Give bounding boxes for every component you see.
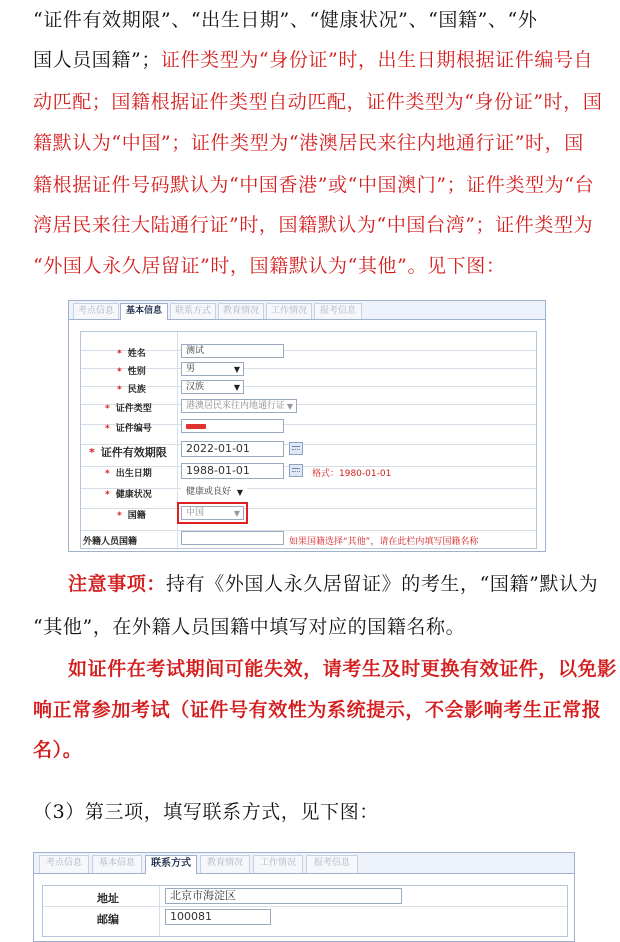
para1-line6: 湾居民来往大陆通行证”时，国籍默认为“中国台湾”；证件类型为 [33, 214, 594, 236]
postcode-input[interactable]: 100081 [165, 909, 271, 925]
calendar-icon[interactable] [289, 442, 303, 455]
tab-basic-info[interactable]: 基本信息 [92, 855, 142, 873]
foreign-nationality-input[interactable] [181, 531, 284, 545]
tab-education[interactable]: 教育情况 [200, 855, 250, 873]
para1-line7: “外国人永久居留证”时，国籍默认为“其他”。见下图： [33, 255, 506, 277]
para1-line2-red: 证件类型为“身份证”时，出生日期根据证件编号自 [160, 49, 594, 71]
para1-line2-black: 国人员国籍”； [33, 49, 161, 71]
ethnicity-label: * 民族 [117, 385, 146, 395]
note-line2: “其他”，在外籍人员国籍中填写对应的国籍名称。 [33, 616, 466, 638]
nationality-label: * 国籍 [117, 511, 146, 521]
para1-line5: 籍根据证件号码默认为“中国香港”或“中国澳门”；证件类型为“台 [33, 174, 595, 196]
health-select[interactable]: 健康或良好 ▼ [181, 485, 247, 499]
chevron-down-icon: ▼ [286, 402, 293, 411]
nationality-select[interactable]: 中国 ▼ [181, 506, 244, 520]
gender-select[interactable]: 男 ▼ [181, 362, 244, 376]
chevron-down-icon: ▼ [233, 365, 240, 374]
contact-form [33, 852, 575, 942]
note-line1 [68, 572, 598, 596]
chevron-down-icon: ▼ [236, 488, 243, 497]
tab-education[interactable]: 教育情况 [218, 303, 264, 319]
form1-grid [80, 331, 537, 549]
chevron-down-icon: ▼ [233, 509, 240, 518]
form1-tab-bar [69, 301, 545, 320]
id-expiry-input[interactable]: 2022-01-01 [181, 441, 284, 457]
tab-contact[interactable]: 联系方式 [170, 303, 216, 319]
para1-line3: 动匹配；国籍根据证件类型自动匹配，证件类型为“身份证”时，国 [33, 91, 603, 113]
tab-exam-site[interactable]: 考点信息 [73, 303, 119, 319]
health-label: * 健康状况 [105, 490, 152, 500]
tab-work[interactable]: 工作情况 [266, 303, 312, 319]
calendar-icon[interactable] [289, 464, 303, 477]
redacted-id-number [186, 424, 206, 429]
note-label: 注意事项： [68, 573, 167, 595]
basic-info-form [68, 300, 546, 552]
postcode-label: 邮编 [97, 913, 119, 926]
foreign-nationality-hint: 如果国籍选择“其他”，请在此栏内填写国籍名称 [289, 537, 479, 547]
tab-exam-site[interactable]: 考点信息 [39, 855, 89, 873]
tab-basic-info[interactable]: 基本信息 [120, 303, 168, 320]
ethnicity-select[interactable]: 汉族 ▼ [181, 380, 244, 394]
address-input[interactable]: 北京市海淀区 [165, 888, 402, 904]
birth-format-hint: 格式：1980-01-01 [312, 469, 392, 479]
tab-work[interactable]: 工作情况 [253, 855, 303, 873]
form2-tab-bar [34, 853, 574, 874]
step3-text: （3）第三项，填写联系方式，见下图： [33, 801, 379, 823]
tab-application[interactable]: 报考信息 [314, 303, 362, 319]
name-input[interactable]: 测试 [181, 344, 284, 358]
warning-line3: 名）。 [33, 739, 83, 761]
id-type-select[interactable]: 港澳居民来往内地通行证 ▼ [181, 399, 297, 413]
note-text1: 持有《外国人永久居留证》的考生，“国籍”默认为 [166, 573, 599, 595]
para1-line1: “证件有效期限”、“出生日期”、“健康状况”、“国籍”、“外 [33, 9, 538, 31]
warning-line2: 响正常参加考试（证件号有效性为系统提示，不会影响考生正常报 [33, 699, 602, 721]
foreign-nationality-label: 外籍人员国籍 [83, 537, 138, 547]
id-number-label: * 证件编号 [105, 424, 152, 434]
tab-contact[interactable]: 联系方式 [145, 855, 197, 874]
para1-line4: 籍默认为“中国”；证件类型为“港澳居民来往内地通行证”时，国 [33, 132, 584, 154]
chevron-down-icon: ▼ [233, 383, 240, 392]
id-type-label: * 证件类型 [105, 404, 152, 414]
name-label: * 姓名 [117, 349, 146, 359]
birth-date-label: * 出生日期 [105, 469, 152, 479]
birth-date-input[interactable]: 1988-01-01 [181, 463, 284, 479]
para1-line2 [33, 48, 593, 72]
warning-line1: 如证件在考试期间可能失效，请考生及时更换有效证件，以免影 [68, 658, 617, 680]
gender-label: * 性别 [117, 367, 146, 377]
address-label: 地址 [97, 892, 119, 905]
nationality-highlight-box [177, 502, 248, 524]
tab-application[interactable]: 报考信息 [306, 855, 358, 873]
id-expiry-label: * 证件有效期限 [89, 446, 167, 459]
